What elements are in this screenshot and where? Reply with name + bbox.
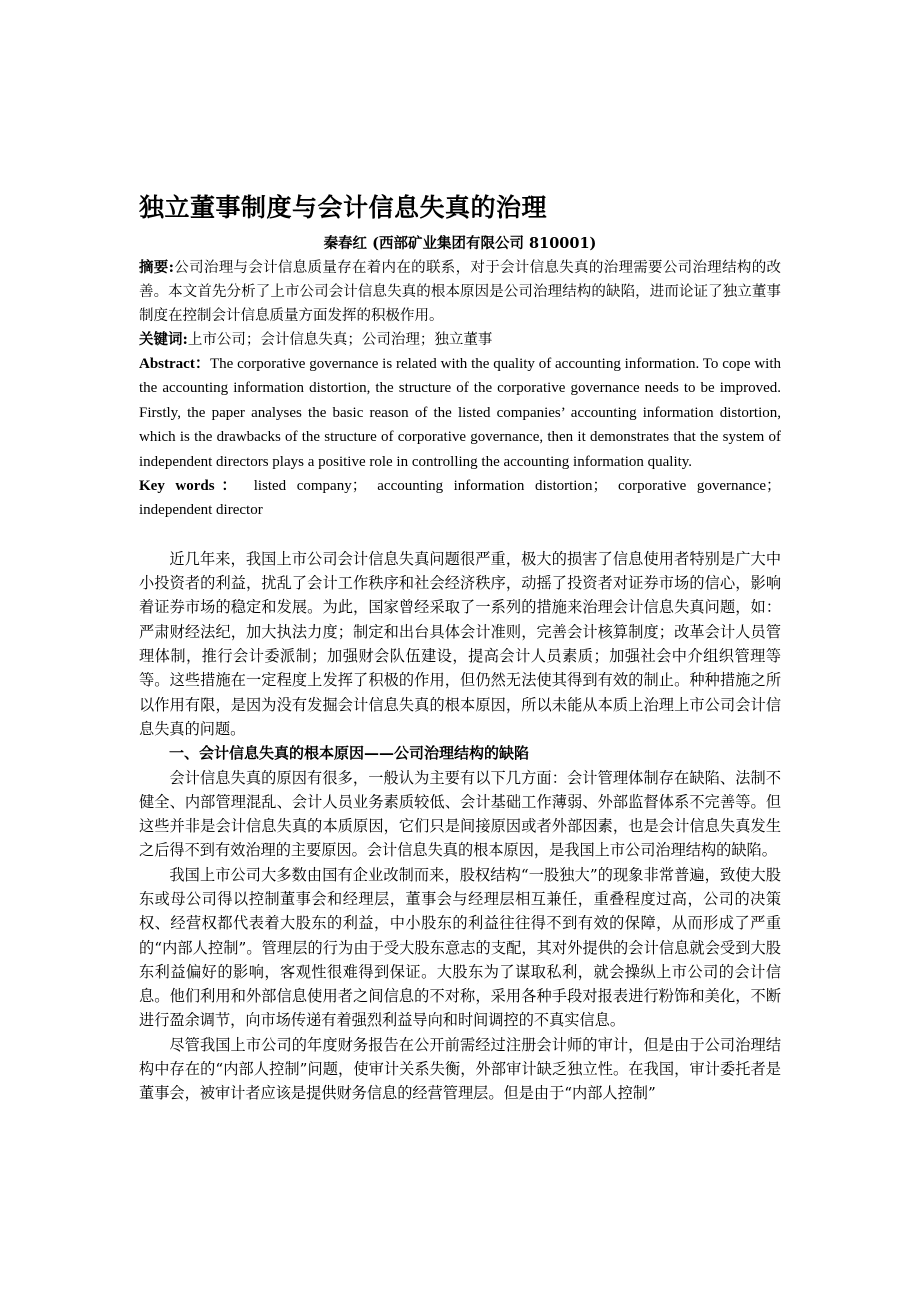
keywords-cn-text: 上市公司；会计信息失真；公司治理；独立董事 [187,332,493,348]
body-paragraph-2: 会计信息失真的原因有很多，一般认为主要有以下几方面：会计管理体制存在缺陷、法制不健全、内部管理混乱、会计人员业务素质较低、会计基础工作薄弱、外部监督体系不完善等。但这些并非是会计信息失真的本质原因，它们只是间接原因或者外部因素，也是会计信息失真发生之后得不到有效治理的主要原因。会计信息失真的根本原因，是我国上市公司治理结构的缺陷。 [139,768,781,860]
abstract-chinese [139,256,781,328]
document-page [139,190,781,1106]
author-affiliation: 秦春红 (西部矿业集团有限公司 810001) [323,235,597,252]
abstract-en-text: The corporative governance is related with the quality of accounting information. To cope with the accounting information distortion, the structure of the corporative governance needs to be improved. Firstly, the paper analyses the basic reason of the listed companies’ accounting information distortion, which is the drawbacks of the structure of corporative governance, then it demonstrates that the system of independent directors plays a positive role in controlling the accounting information quality. [139,356,782,470]
keywords-en-label: Key words： [139,478,244,495]
body-paragraph-1: 近几年来，我国上市公司会计信息失真问题很严重，极大的损害了信息使用者特别是广大中小投资者的利益，扰乱了会计工作秩序和社会经济秩序，动摇了投资者对证券市场的信心，影响着证券市场的稳定和发展。为此，国家曾经采取了一系列的措施来治理会计信息失真问题，如：严肃财经法纪，加大执法力度；制定和出台具体会计准则，完善会计核算制度；改革会计人员管理体制，推行会计委派制；加强财会队伍建设，提高会计人员素质；加强社会中介组织管理等等。这些措施在一定程度上发挥了积极的作用，但仍然无法使其得到有效的制止。种种措施之所以作用有限，是因为没有发掘会计信息失真的根本原因，所以未能从本质上治理上市公司会计信息失真的问题。 [139,549,781,738]
paper-title: 独立董事制度与会计信息失真的治理 [139,193,548,222]
section-heading-1: 一、会计信息失真的根本原因——公司治理结构的缺陷 [169,744,530,763]
keywords-english [139,474,781,523]
abstract-cn-text: 公司治理与会计信息质量存在着内在的联系，对于会计信息失真的治理需要公司治理结构的改善。本文首先分析了上市公司会计信息失真的根本原因是公司治理结构的缺陷，进而论证了独立董事制度在控制会计信息质量方面发挥的积极作用。 [139,260,781,324]
keywords-cn-label: 关键词: [139,331,188,348]
abstract-cn-label: 摘要: [139,259,174,276]
keywords-chinese [139,328,781,352]
section-spacer [139,523,781,547]
abstract-en-label: Abstract： [139,356,210,372]
keywords-en-text: listed company； accounting information distortion； corporative governance；independent director [139,478,781,519]
body-paragraph-4: 尽管我国上市公司的年度财务报告在公开前需经过注册会计师的审计，但是由于公司治理结构中存在的“内部人控制”问题，使审计关系失衡，外部审计缺乏独立性。在我国，审计委托者是董事会，被审计者应该是提供财务信息的经营管理层。但是由于“内部人控制” [139,1035,781,1103]
body-paragraph-3: 我国上市公司大多数由国有企业改制而来，股权结构“一股独大”的现象非常普遍，致使大股东或母公司得以控制董事会和经理层，董事会与经理层相互兼任，重叠程度过高，公司的决策权、经营权都代表着大股东的利益，中小股东的利益往往得不到有效的保障，从而形成了严重的“内部人控制”。管理层的行为由于受大股东意志的支配，其对外提供的会计信息就会受到大股东利益偏好的影响，客观性很难得到保证。大股东为了谋取私利，就会操纵上市公司的会计信息。他们利用和外部信息使用者之间信息的不对称，采用各种手段对报表进行粉饰和美化，不断进行盈余调节，向市场传递有着强烈利益导向和时间调控的不真实信息。 [139,865,781,1030]
abstract-english [139,352,781,474]
